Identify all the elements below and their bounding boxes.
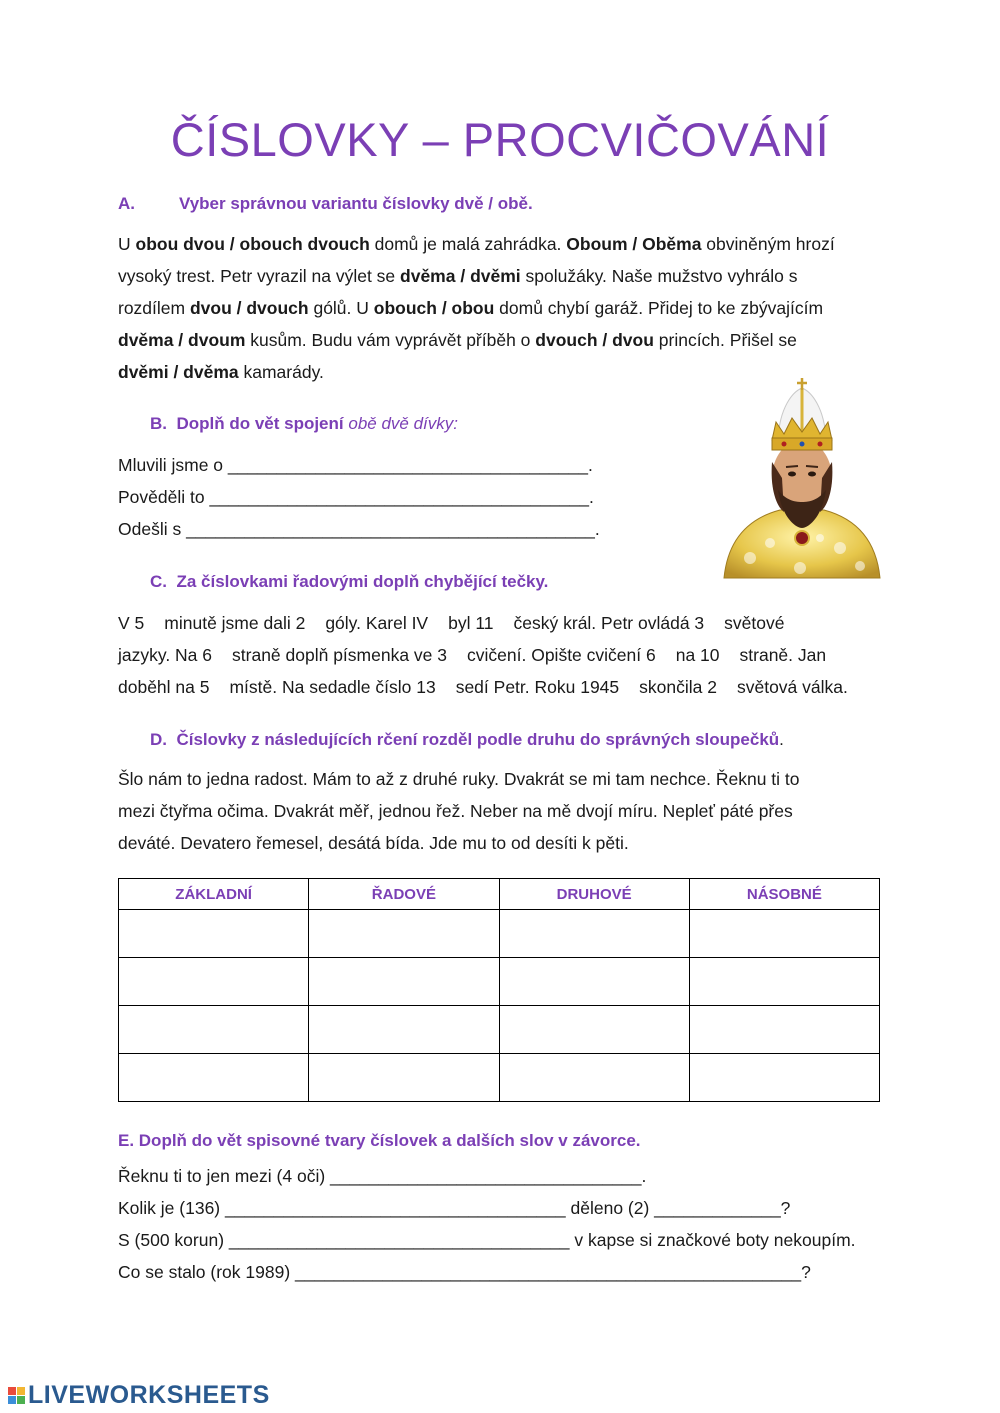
section-e-line-3[interactable]: S (500 korun) ___________________________________ v kapse si značkové boty nekoupím. <box>118 1230 856 1250</box>
table-cell[interactable] <box>499 1006 689 1054</box>
sentence-text: jazyky. Na 6 <box>118 645 213 665</box>
number-types-table <box>118 878 880 1102</box>
section-b-line-2[interactable]: Pověděli to _______________________________________. <box>118 487 594 507</box>
sentence-text: sedí Petr. Roku 1945 <box>455 677 620 697</box>
sentence-text: byl 11 <box>448 613 494 633</box>
choice-option[interactable]: Oboum / Oběma <box>566 234 702 254</box>
sentence-text: straně. Jan <box>739 645 827 665</box>
table-cell[interactable] <box>689 1054 879 1102</box>
sentence-text: domů chybí garáž. Přidej to ke zbývajícím <box>494 298 824 318</box>
sentence-text: světové <box>724 613 785 633</box>
king-portrait-image <box>720 378 882 590</box>
choice-option[interactable]: dvěma / dvěmi <box>400 266 521 286</box>
section-c-line <box>118 671 888 703</box>
section-c-label: C. <box>150 572 167 591</box>
table-cell[interactable] <box>499 958 689 1006</box>
sentence-text: světová válka. <box>736 677 848 697</box>
table-cell[interactable] <box>119 1006 309 1054</box>
section-d-heading <box>150 730 784 750</box>
table-header-row <box>119 879 880 910</box>
sentence-text: gólů. U <box>308 298 374 318</box>
liveworksheets-logo <box>8 1380 270 1410</box>
section-c-text <box>118 607 888 703</box>
table-cell[interactable] <box>119 910 309 958</box>
section-a-line <box>118 260 888 292</box>
sentence-text: minutě jsme dali 2 <box>164 613 306 633</box>
section-d-text <box>118 763 888 859</box>
section-a-line <box>118 292 888 324</box>
table-cell[interactable] <box>689 910 879 958</box>
table-cell[interactable] <box>499 910 689 958</box>
section-d-line: mezi čtyřma očima. Dvakrát měř, jednou řež. Neber na mě dvojí míru. Nepleť páté přes <box>118 801 793 821</box>
section-b-line-1[interactable]: Mluvili jsme o _____________________________________. <box>118 455 593 475</box>
section-a-line <box>118 324 888 356</box>
column-header-zakladni: ZÁKLADNÍ <box>119 879 309 910</box>
sentence-text: doběhl na 5 <box>118 677 210 697</box>
sentence-text: princích. Přišel se <box>653 330 797 350</box>
logo-text: LIVEWORKSHEETS <box>28 1380 270 1409</box>
sentence-text: rozdílem <box>118 298 190 318</box>
choice-option[interactable]: dvou / dvouch <box>189 298 309 318</box>
page-title: ČÍSLOVKY – PROCVIČOVÁNÍ <box>170 113 830 166</box>
section-e-line-4[interactable]: Co se stalo (rok 1989) ____________________________________________________? <box>118 1262 811 1282</box>
choice-option[interactable]: obou dvou / obouch dvouch <box>135 234 370 254</box>
section-a-text <box>118 228 888 388</box>
column-header-radove: ŘADOVÉ <box>309 879 499 910</box>
table-row <box>119 1006 880 1054</box>
section-b-label: B. <box>150 414 167 433</box>
section-d-label: D. <box>150 730 167 749</box>
section-d-title: Číslovky z následujících rčení rozděl podle druhu do správných sloupečků <box>176 730 780 749</box>
choice-option[interactable]: obouch / obou <box>373 298 495 318</box>
table-cell[interactable] <box>689 1006 879 1054</box>
sentence-text: místě. Na sedadle číslo 13 <box>229 677 436 697</box>
sentence-text: vysoký trest. Petr vyrazil na výlet se <box>118 266 401 286</box>
sentence-text: V 5 <box>118 613 145 633</box>
section-b-line-3[interactable]: Odešli s __________________________________________. <box>118 519 600 539</box>
sentence-text: cvičení. Opište cvičení 6 <box>467 645 656 665</box>
choice-option[interactable]: dvěma / dvoum <box>118 330 246 350</box>
table-cell[interactable] <box>309 958 499 1006</box>
section-b-title: Doplň do vět spojení <box>176 414 344 433</box>
column-header-nasobne: NÁSOBNÉ <box>689 879 879 910</box>
section-c-heading <box>150 572 548 592</box>
section-d-line: deváté. Devatero řemesel, desátá bída. Jde mu to od desíti k pěti. <box>118 833 629 853</box>
table-cell[interactable] <box>309 1054 499 1102</box>
sentence-text: straně doplň písmenka ve 3 <box>232 645 448 665</box>
table-cell[interactable] <box>309 910 499 958</box>
column-header-druhove: DRUHOVÉ <box>499 879 689 910</box>
sentence-text: kusům. Budu vám vyprávět příběh o <box>245 330 536 350</box>
section-b-phrase: obě dvě dívky: <box>348 414 458 433</box>
table-cell[interactable] <box>689 958 879 1006</box>
section-e-line-1[interactable]: Řeknu ti to jen mezi (4 oči) ________________________________. <box>118 1166 647 1186</box>
logo-cubes-icon <box>8 1387 25 1404</box>
section-b-heading <box>150 414 458 434</box>
table-cell[interactable] <box>119 1054 309 1102</box>
table-cell[interactable] <box>119 958 309 1006</box>
sentence-text: obviněným hrozí <box>701 234 835 254</box>
sentence-text: český král. Petr ovládá 3 <box>513 613 705 633</box>
section-c-line <box>118 639 888 671</box>
section-a-label: A. <box>118 194 135 213</box>
sentence-text: kamarády. <box>238 362 324 382</box>
table-row <box>119 1054 880 1102</box>
section-a-line <box>118 228 888 260</box>
sentence-text: spolužáky. Naše mužstvo vyhrálo s <box>520 266 798 286</box>
choice-option[interactable]: dvouch / dvou <box>535 330 654 350</box>
section-e-heading: E. Doplň do vět spisovné tvary číslovek a dalších slov v závorce. <box>118 1131 641 1150</box>
section-c-line <box>118 607 888 639</box>
table-cell[interactable] <box>499 1054 689 1102</box>
section-d-period: . <box>779 730 784 749</box>
sentence-text: góly. Karel IV <box>325 613 429 633</box>
sentence-text: skončila 2 <box>639 677 717 697</box>
table-row <box>119 958 880 1006</box>
section-a-heading <box>118 194 533 214</box>
table-row <box>119 910 880 958</box>
choice-option[interactable]: dvěmi / dvěma <box>118 362 239 382</box>
sentence-text: na 10 <box>675 645 720 665</box>
section-d-line: Šlo nám to jedna radost. Mám to až z druhé ruky. Dvakrát se mi tam nechce. Řeknu ti to <box>118 769 800 789</box>
sentence-text: domů je malá zahrádka. <box>369 234 567 254</box>
table-cell[interactable] <box>309 1006 499 1054</box>
section-c-title: Za číslovkami řadovými doplň chybějící tečky. <box>176 572 549 591</box>
sentence-text: U <box>118 234 136 254</box>
section-a-title: Vyber správnou variantu číslovky dvě / obě. <box>179 194 533 213</box>
section-e-line-2[interactable]: Kolik je (136) ___________________________________ děleno (2) _____________? <box>118 1198 791 1218</box>
